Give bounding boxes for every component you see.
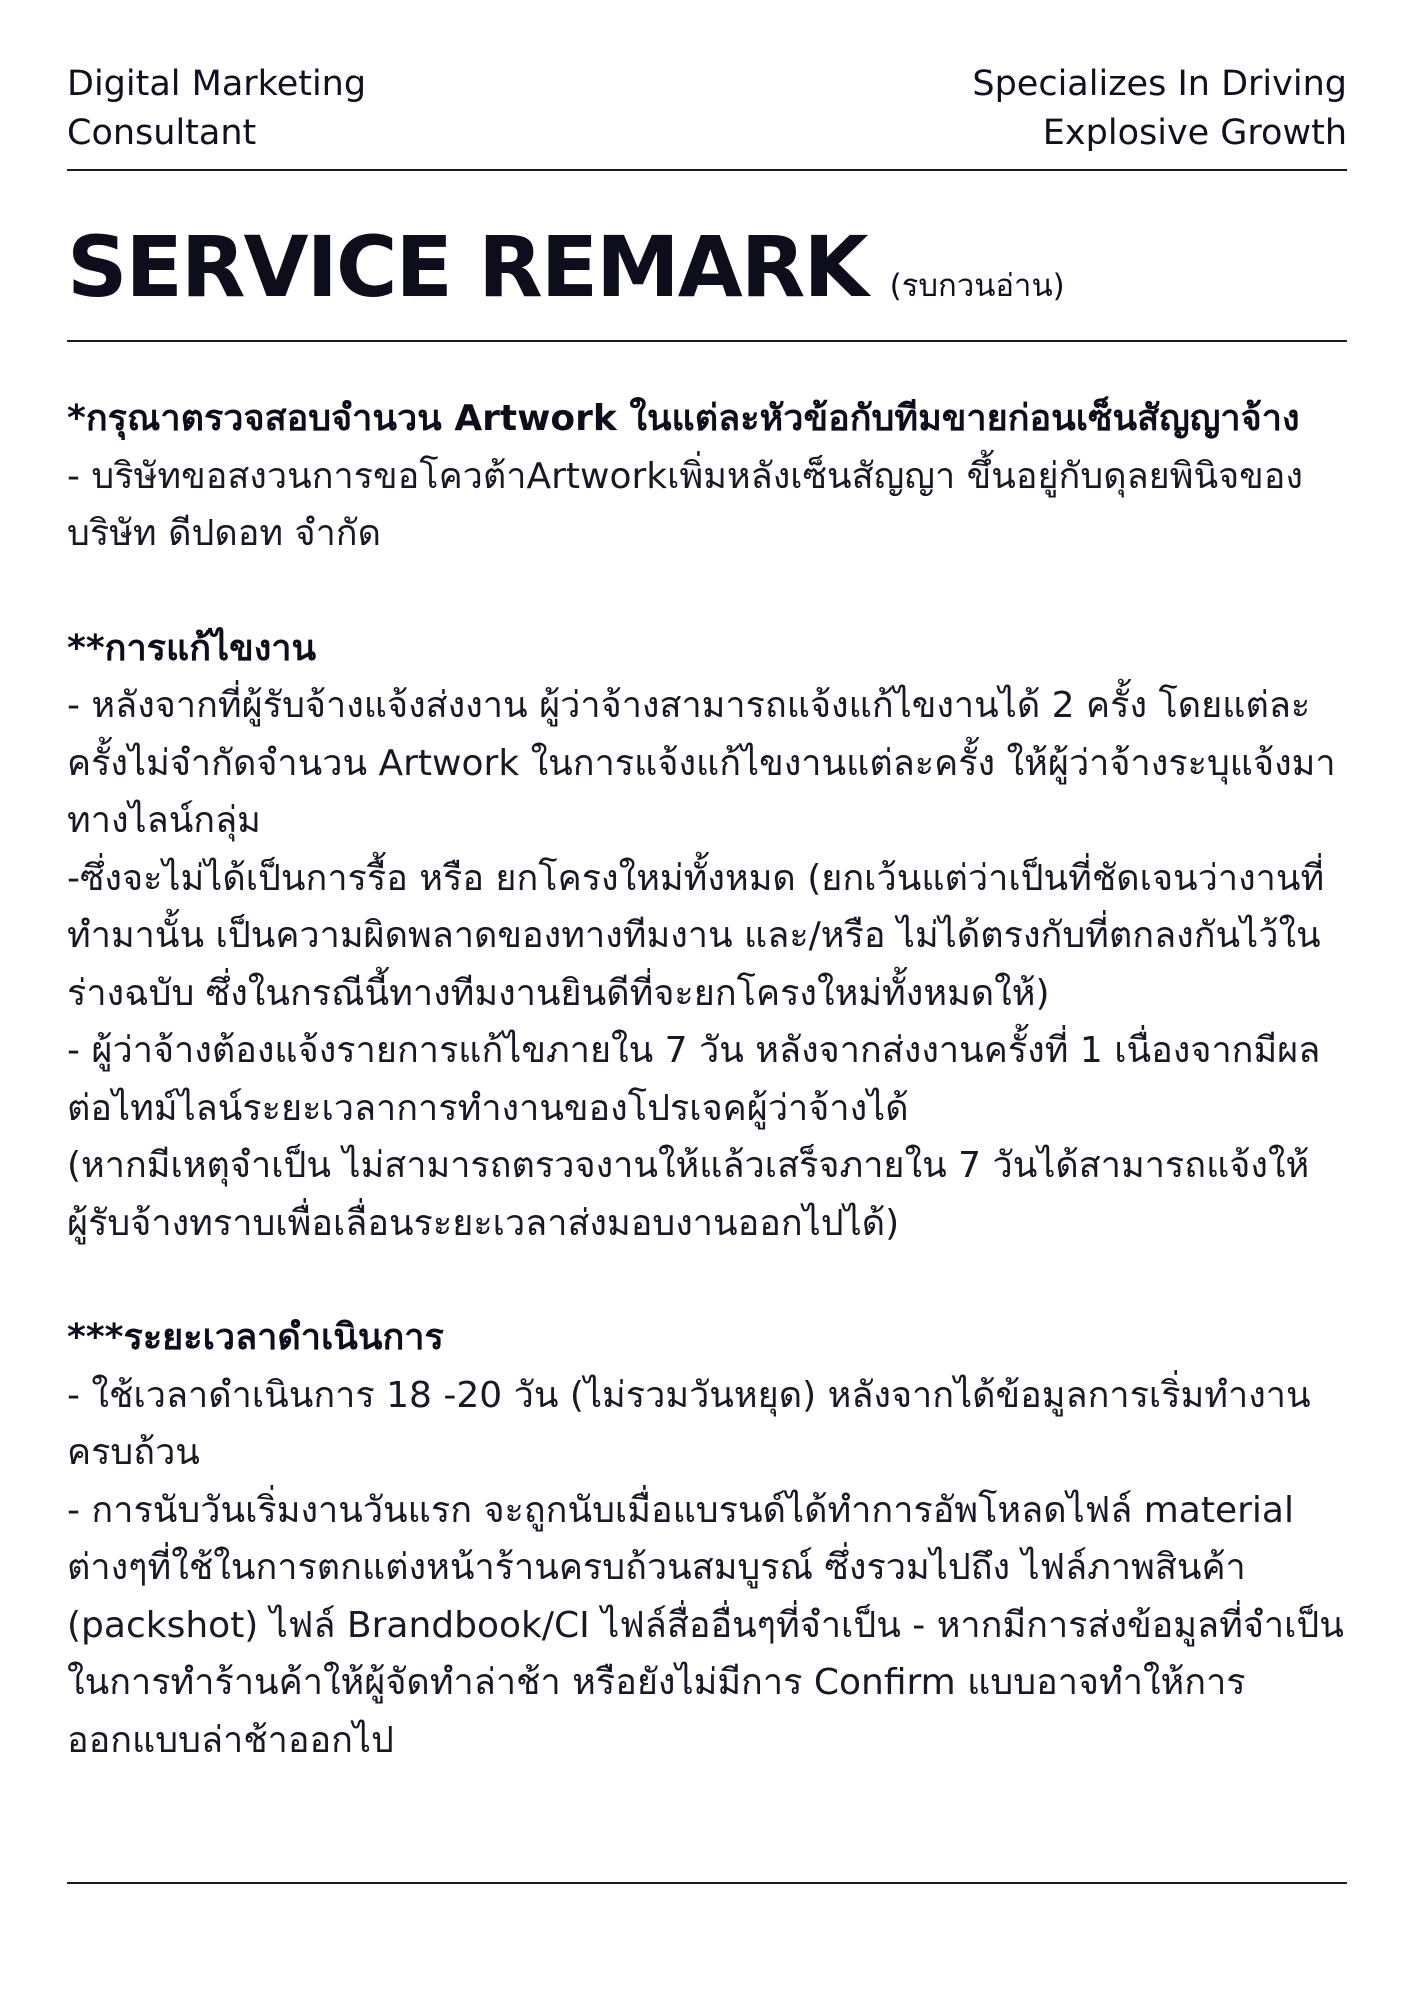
header-left-line-1: Digital Marketing [67, 64, 367, 104]
section-paragraph: - การนับวันเริ่มงานวันแรก จะถูกนับเมื่อแบรนด์ได้ทำการอัพโหลดไฟล์ material ต่างๆที่ใช้ในการตกแต่งหน้าร้านครบถ้วนสมบูรณ์ ซึ่งรวมไปถึง ไฟล์ภาพสินค้า (packshot) ไฟล์ Brandbook/CI ไฟล์สื่ออื่นๆที่จำเป็น - หากมีการส่งข้อมูลที่จำเป็นในการทำร้านค้าให้ผู้จัดทำล่าช้า หรือยังไม่มีการ Confirm แบบอาจทำให้การออกแบบล่าช้าออกไป [67, 1489, 1344, 1761]
section-artwork-check [67, 390, 1347, 563]
footer-divider [67, 1882, 1347, 1884]
section-timeline [67, 1309, 1347, 1769]
section-heading: ***ระยะเวลาดำเนินการ [67, 1317, 444, 1358]
section-paragraph: - ผู้ว่าจ้างต้องแจ้งรายการแก้ไขภายใน 7 วัน หลังจากส่งงานครั้งที่ 1 เนื่องจากมีผลต่อไทม์ไลน์ระยะเวลาการทำงานของโปรเจคผู้ว่าจ้างได้ [67, 1030, 1321, 1129]
title-row [67, 218, 1347, 328]
page-title: SERVICE REMARK [67, 218, 867, 316]
section-paragraph: - หลังจากที่ผู้รับจ้างแจ้งส่งงาน ผู้ว่าจ้างสามารถแจ้งแก้ไขงานได้ 2 ครั้ง โดยแต่ละครั้งไม่จำกัดจำนวน Artwork ในการแจ้งแก้ไขงานแต่ละครั้ง ให้ผู้ว่าจ้างระบุแจ้งมาทางไลน์กลุ่ม [67, 685, 1336, 841]
section-revisions [67, 620, 1347, 1253]
section-paragraph: - ใช้เวลาดำเนินการ 18 -20 วัน (ไม่รวมวันหยุด) หลังจากได้ข้อมูลการเริ่มทำงานครบถ้วน [67, 1374, 1311, 1473]
page-header [67, 60, 1347, 160]
remarks-content [67, 390, 1347, 1769]
header-left-block [67, 60, 366, 158]
page-subtitle: (รบกวนอ่าน) [889, 268, 1065, 304]
header-right-line-2: Explosive Growth [1042, 113, 1347, 153]
header-right-block [972, 60, 1347, 158]
header-left-line-2: Consultant [67, 113, 257, 153]
title-divider [67, 340, 1347, 342]
section-heading: *กรุณาตรวจสอบจำนวน Artwork ในแต่ละหัวข้อกับทีมขายก่อนเซ็นสัญญาจ้าง [67, 398, 1300, 439]
header-right-line-1: Specializes In Driving [972, 64, 1347, 104]
header-divider [67, 169, 1347, 171]
section-paragraph: (หากมีเหตุจำเป็น ไม่สามารถตรวจงานให้แล้วเสร็จภายใน 7 วันได้สามารถแจ้งให้ผู้รับจ้างทราบเพื่อเลื่อนระยะเวลาส่งมอบงานออกไปได้) [67, 1145, 1310, 1244]
section-paragraph: -ซึ่งจะไม่ได้เป็นการรื้อ หรือ ยกโครงใหม่ทั้งหมด (ยกเว้นแต่ว่าเป็นที่ชัดเจนว่างานที่ทำมานั้น เป็นความผิดพลาดของทางทีมงาน และ/หรือ ไม่ได้ตรงกับที่ตกลงกันไว้ในร่างฉบับ ซึ่งในกรณีนี้ทางทีมงานยินดีที่จะยกโครงใหม่ทั้งหมดให้) [67, 857, 1325, 1014]
document-page [67, 0, 1347, 2000]
section-paragraph: - บริษัทขอสงวนการขอโควต้าArtworkเพิ่มหลังเซ็นสัญญา ขึ้นอยู่กับดุลยพินิจของบริษัท ดีปดอท จำกัด [67, 455, 1303, 554]
section-heading: **การแก้ไขงาน [67, 627, 317, 669]
